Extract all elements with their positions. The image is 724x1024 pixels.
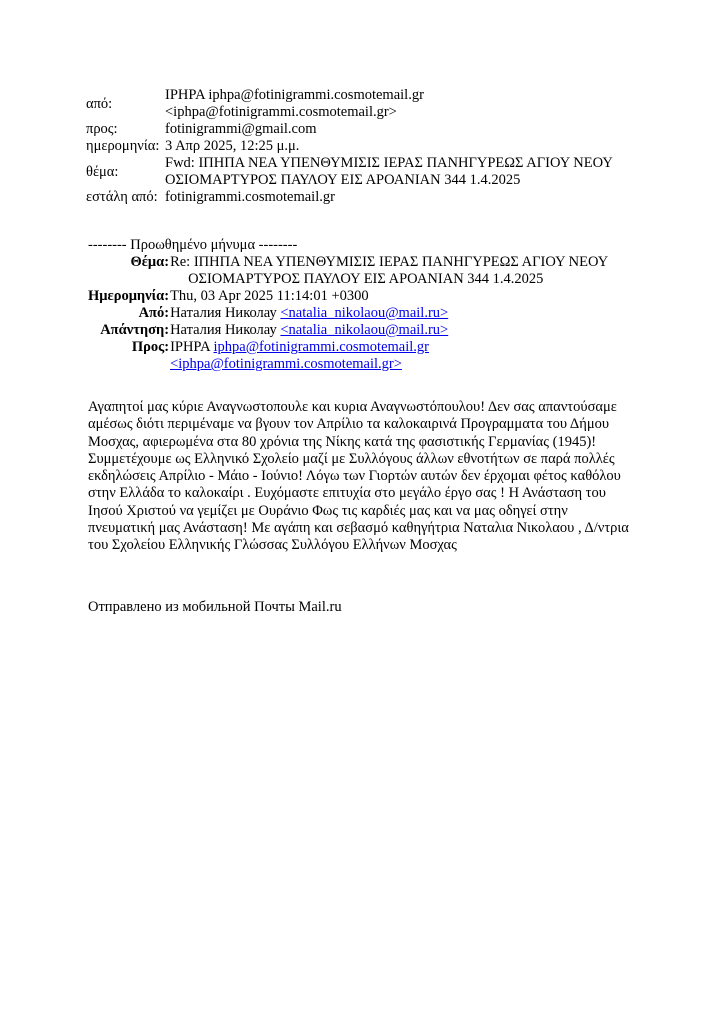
body-line: στην Ελλάδα το καλοκαίρι . Ευχόμαστε επιτυχία στο μεγάλο έργο σας ! Η Ανάσταση του	[88, 485, 606, 502]
fwd-reply-name: Наталия Николау	[170, 322, 281, 338]
fwd-to-email-link[interactable]: iphpa@fotinigrammi.cosmotemail.gr	[213, 339, 429, 355]
body-line: πνευματική μας Ανάσταση! Με αγάπη και σεβασμό καθηγήτρια Ναταλια Νικολαου , Δ/ντρια	[88, 520, 629, 537]
subject-label: θέμα:	[86, 163, 119, 180]
mobile-signature: Отправлено из мобильной Почты Mail.ru	[88, 599, 342, 615]
to-value: fotinigrammi@gmail.com	[165, 121, 317, 137]
body-line: αμέσως διότι περιμέναμε να βγουν τον Απρίλιο τα καλοκαιρινά Προγραμματα του Δήμου	[88, 416, 610, 433]
body-line: Συμμετέχουμε ως Ελληνικό Σχολείο μαζί με Συλλόγους άλλων εθνοτήτων σε παρά πολλές	[88, 450, 615, 467]
body-line: Αγαπητοί μας κύριε Αναγνωστοπουλε και κυρια Αναγνωστόπουλου! Δεν σας απαντούσαμε	[88, 399, 617, 415]
header-from-row	[86, 87, 613, 121]
fwd-to-email-link-2[interactable]: <iphpa@fotinigrammi.cosmotemail.gr>	[170, 356, 402, 372]
fwd-subject-line-2: ΟΣΙΟΜΑΡΤΥΡΟΣ ΠΑΥΛΟΥ ΕΙΣ ΑΡΟΑΝΙΑΝ 344 1.4.2025	[188, 271, 544, 287]
header-sent-by-row	[86, 189, 613, 206]
email-header	[86, 87, 613, 206]
date-value: 3 Απρ 2025, 12:25 μ.μ.	[165, 138, 300, 154]
fwd-to-label: Προς:	[131, 339, 170, 355]
message-body	[88, 399, 648, 555]
fwd-date-label: Ημερομηνία:	[88, 288, 170, 304]
body-line: Ιησού Χριστού να γεμίζει με Ουράνιο Φως τις καρδιές μας και να μας οδηγεί στην	[88, 502, 568, 519]
fwd-from-name: Наталия Николау	[170, 305, 281, 321]
fwd-from-email-link[interactable]: <natalia_nikolaou@mail.ru>	[280, 305, 449, 321]
body-line: εκδηλώσεις Απρίλιο - Μάιο - Ιούνιο! Λόγω των Γιορτών αυτών δεν έρχομαι φέτος καθόλου	[88, 468, 621, 485]
fwd-subject-label: Θέμα:	[130, 254, 170, 270]
fwd-subject-line-1: Re: ΙΠΗΠΑ ΝΕΑ ΥΠΕΝΘΥΜΙΣΙΣ ΙΕΡΑΣ ΠΑΝΗΓΥΡΕΩΣ ΑΓΙΟΥ ΝΕΟΥ	[170, 254, 609, 270]
forwarded-separator: -------- Προωθημένο μήνυμα --------	[88, 237, 298, 253]
header-subject-row	[86, 155, 613, 189]
date-label: ημερομηνία:	[86, 138, 160, 154]
fwd-date-value: Thu, 03 Apr 2025 11:14:01 +0300	[170, 288, 369, 304]
body-line: Μοσχας, αφιερωμένα στα 80 χρόνια της Νίκης κατά της φασιστικής Γερμανίας (1945)!	[88, 433, 597, 450]
fwd-to-row	[88, 339, 608, 373]
from-name-email: ΙΡΗΡΑ iphpa@fotinigrammi.cosmotemail.gr	[165, 87, 424, 103]
fwd-reply-row	[88, 322, 608, 339]
body-line: του Σχολείου Ελληνικής Γλώσσας Συλλόγου Ελλήνων Μοσχας	[88, 537, 457, 554]
fwd-reply-email-link[interactable]: <natalia_nikolaou@mail.ru>	[280, 322, 449, 338]
sent-by-label: εστάλη από:	[86, 189, 158, 205]
fwd-from-row	[88, 305, 608, 322]
fwd-to-name: ΙΡΗΡΑ	[170, 339, 214, 355]
header-to-row	[86, 121, 613, 138]
to-label: προς:	[86, 121, 118, 137]
fwd-reply-label: Απάντηση:	[100, 322, 170, 338]
from-address: <iphpa@fotinigrammi.cosmotemail.gr>	[165, 104, 397, 120]
fwd-date-row	[88, 288, 608, 305]
header-date-row	[86, 138, 613, 155]
forwarded-header	[88, 254, 608, 373]
fwd-subject-row	[88, 254, 608, 288]
subject-line-1: Fwd: ΙΠΗΠΑ ΝΕΑ ΥΠΕΝΘΥΜΙΣΙΣ ΙΕΡΑΣ ΠΑΝΗΓΥΡΕΩΣ ΑΓΙΟΥ ΝΕΟΥ	[165, 155, 613, 171]
fwd-from-label: Από:	[138, 305, 170, 321]
from-label: από:	[86, 95, 113, 112]
sent-by-value: fotinigrammi.cosmotemail.gr	[165, 189, 335, 205]
subject-line-2: ΟΣΙΟΜΑΡΤΥΡΟΣ ΠΑΥΛΟΥ ΕΙΣ ΑΡΟΑΝΙΑΝ 344 1.4.2025	[165, 172, 521, 188]
